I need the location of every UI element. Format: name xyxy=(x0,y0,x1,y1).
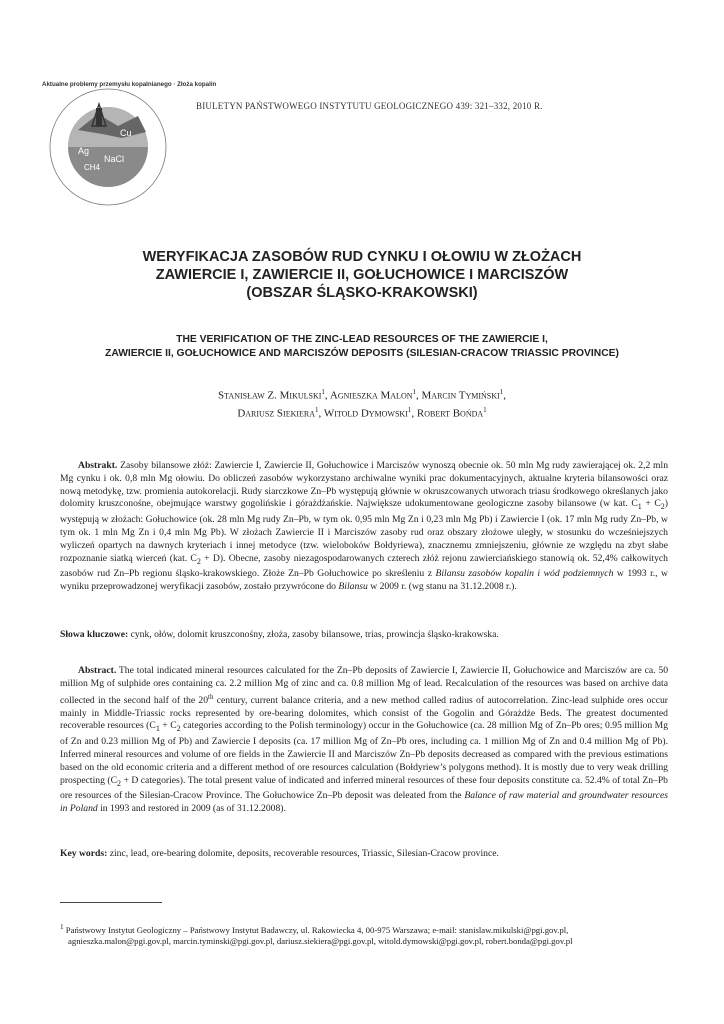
author-name: Agnieszka Malon xyxy=(329,389,413,402)
keywords-en-text: zinc, lead, ore-bearing dolomite, deposits, recoverable resources, Triassic, Silesian-Cracow province. xyxy=(107,848,499,859)
title-pl-line-1: WERYFIKACJA ZASOBÓW RUD CYNKU I OŁOWIU W ZŁOŻACH xyxy=(142,249,582,265)
keywords-pl-label: Słowa kluczowe: xyxy=(60,629,129,640)
abstract-pl-italic: Bilansu xyxy=(338,581,368,593)
author-affiliation: 1 xyxy=(412,388,417,396)
superscript: th xyxy=(208,692,214,701)
logo-cu: Cu xyxy=(120,128,132,138)
keywords-polish xyxy=(60,629,668,642)
abstract-en-label: Abstract. xyxy=(78,665,117,676)
journal-logo xyxy=(42,81,217,208)
subscript: 1 xyxy=(155,724,160,734)
title-pl-line-2: ZAWIERCIE I, ZAWIERCIE II, GOŁUCHOWICE I MARCISZÓW xyxy=(155,267,569,283)
author-name: Marcin Tymiński xyxy=(421,389,500,402)
footnote-mark: 1 xyxy=(60,923,64,931)
author-name: Robert Bońda xyxy=(416,407,484,420)
title-polish xyxy=(60,248,664,302)
author-list xyxy=(60,385,664,420)
author-name: Stanisław Z. Mikulski xyxy=(218,389,322,402)
authors-line-2: Dariusz Siekiera$^1$, Witold Dymowski$^1$, Robert Bońda$^1$ xyxy=(237,405,487,420)
footnote-line-1: Państwowy Instytut Geologiczny – Państwowy Instytut Badawczy, ul. Rakowiecka 4, 00-975 Warszawa; e-mail: stanislaw.mikulski@pgi.gov.pl, xyxy=(63,924,569,935)
footnote-divider xyxy=(60,902,162,903)
abstract-en-text: categories according to the Polish terminology) occur in the Gołuchowice (ca. 28 million Mg of Zn–Pb ores; 0.95 million Mg of Zn and 0.23 million Mg of Pb) and Zawiercie I deposits (ca. 17 million Mg of Zn–Pb ores, including ca. 1 million Mg of Zn and 0.4 million Mg of Pb). Inferred mineral resources and volume of ore fields in the Zawiercie II and Marciszów Zn–Pb deposits decreased as compared with the previous estimations based on the old economic criteria and a different method of ore resources calculation (Bołdyriew’s polygons method). It is mostly due to very weak drilling prospecting (C xyxy=(60,720,669,786)
keywords-pl-text: cynk, ołów, dolomit kruszconośny, złoża, zasoby bilansowe, trias, prowincja śląsko-krakowska. xyxy=(128,629,499,640)
author-affiliation: 1 xyxy=(315,405,319,414)
logo-text: Aktualne problemy przemysłu kopalnianego · Złoża kopalin xyxy=(42,81,217,88)
title-en-line-1: THE VERIFICATION OF THE ZINC-LEAD RESOURCES OF THE ZAWIERCIE I, xyxy=(176,334,548,345)
authors-line-1: Stanisław Z. Mikulski$^1$, Agnieszka Malon$^1$, Marcin Tymiński$^1$, xyxy=(218,388,506,402)
logo-nacl: NaCl xyxy=(104,154,125,164)
author-affiliation: 1 xyxy=(407,405,412,414)
title-pl-line-3: (OBSZAR ŚLĄSKO-KRAKOWSKI) xyxy=(246,285,478,301)
abstract-pl-italic: Bilansu zasobów kopalin i wód podziemnych xyxy=(435,568,614,580)
abstract-en-text: century, current balance criteria, and a new method called radius of autocorrelation. Zinc-lead sulphide ores occur mainly in Middle-Triassic rocks represented by ore-bearing dolomites, which consist of the Gogolin and Górażdże Beds. The greatest documented recoverable resources (C xyxy=(60,694,668,732)
title-english xyxy=(40,333,684,361)
abstract-en-text: + D categories). The total present value of indicated and inferred mineral resources of these four deposits constitute ca. 52.4% of total Zn–Pb ore resources of the Silesian-Cracow Province. The Gołuchowice Zn–Pb deposit was deleated from the xyxy=(60,774,668,802)
abstract-english xyxy=(60,665,668,816)
author-name: Witold Dymowski xyxy=(323,407,408,420)
subscript: 2 xyxy=(660,502,665,512)
author-name: Dariusz Siekiera xyxy=(237,407,316,420)
keywords-en-label: Key words: xyxy=(60,848,108,859)
abstract-pl-text: + C xyxy=(641,498,661,510)
logo-ag: Ag xyxy=(78,146,90,156)
abstract-en-text: The total indicated mineral resources calculated for the Zn–Pb deposits of Zawiercie I, Zawiercie II, Gołuchowice and Marciszów are ca. 50 million Mg of sulphide ores containing ca. 2.2 million Mg of zinc and ca. 0.8 million Mg of lead. Recalculation of the resources was based on archive data collected in the second half of the 20 xyxy=(60,665,669,706)
abstract-pl-text: + D). Obecne, zasoby niezagospodarowanych czterech złóż rejonu zawierciańskiego stanowią ok. 52,4% całkowitych zasobów rud Zn–Pb regionu śląsko-krakowskiego. Złoże Zn–Pb Gołuchowice po skreśleniu z xyxy=(60,552,668,580)
author-affiliation: 1 xyxy=(483,405,487,414)
title-en-line-2: ZAWIERCIE II, GOŁUCHOWICE AND MARCISZÓW DEPOSITS (SILESIAN-CRACOW TRIASSIC PROVINCE) xyxy=(105,348,619,359)
abstract-en-italic: Balance of raw material and groundwater resources in Poland xyxy=(60,790,668,815)
keywords-english xyxy=(60,848,668,861)
abstract-pl-text: ) występują w złożach: Gołuchowice (ok. 28 mln Mg rudy Zn–Pb, w tym ok. 0,95 mln Mg Zn i 0,23 mln Mg Pb) i Zawiercie I (ok. 17 mln Mg rudy Zn–Pb, w tym ok. 1 mln Mg Zn i 0,4 mln Mg Pb). W złożach Zawiercie II i Marciszów zasoby rud oraz obszary złożowe uległy, w stosunku do wcześniejszych wyliczeń opartych na dawnych kryteriach i innej metodyce (tzw. wieloboków Bołdyriewa), znacznemu zmniejszeniu, głównie ze względu na zbyt słabe rozpoznanie siatką wierceń (kat. C xyxy=(60,498,668,564)
author-affiliation: 1 xyxy=(499,388,504,396)
abstract-pl-text: w 1993 r., w wyniku przeprowadzonej weryfikacji zasobów, zostało przywrócone do xyxy=(60,568,669,593)
abstract-pl-label: Abstrakt. xyxy=(78,460,118,471)
footnote-affiliation xyxy=(60,922,668,948)
journal-citation: BIULETYN PAŃSTWOWEGO INSTYTUTU GEOLOGICZNEGO 439: 321–332, 2010 R. xyxy=(196,101,543,111)
subscript: 2 xyxy=(176,724,181,734)
abstract-polish xyxy=(60,460,668,594)
abstract-en-text: + C xyxy=(159,720,177,732)
subscript: 2 xyxy=(196,556,201,566)
logo-ch4: CH4 xyxy=(84,163,101,172)
subscript: 1 xyxy=(637,502,642,512)
footnote-line-2: agnieszka.malon@pgi.gov.pl, marcin.tyminski@pgi.gov.pl, dariusz.siekiera@pgi.gov.pl, witold.dymowski@pgi.gov.pl, robert.bonda@pgi.gov.pl xyxy=(68,936,573,947)
abstract-pl-text: Zasoby bilansowe złóż: Zawiercie I, Zawiercie II, Gołuchowice i Marciszów wynoszą obecnie ok. 50 mln Mg rudy zawierającej ok. 2,2 mln Mg cynku i ok. 0,8 mln Mg ołowiu. Do obliczeń zasobów wykorzystano archiwalne wyniki prac dokumentacyjnych, aktualne kryteria bilansowości oraz nową metodykę, tzw. promienia autokorelacji. Rudy siarczkowe Zn–Pb występują głównie w okruszcowanych utworach triasu środkowego określanych jako dolomity kruszconośne, obejmujące warstwy gogolińskie i górażdżańskie. Największe udokumentowane geologiczne zasoby bilansowe (w kat. C xyxy=(60,460,669,510)
subscript: 2 xyxy=(117,778,122,788)
abstract-pl-text: w 2009 r. (wg stanu na 31.12.2008 r.). xyxy=(367,581,517,593)
abstract-en-text: in 1993 and restored in 2009 (as of 31.12.2008). xyxy=(97,803,286,815)
author-affiliation: 1 xyxy=(321,388,325,396)
